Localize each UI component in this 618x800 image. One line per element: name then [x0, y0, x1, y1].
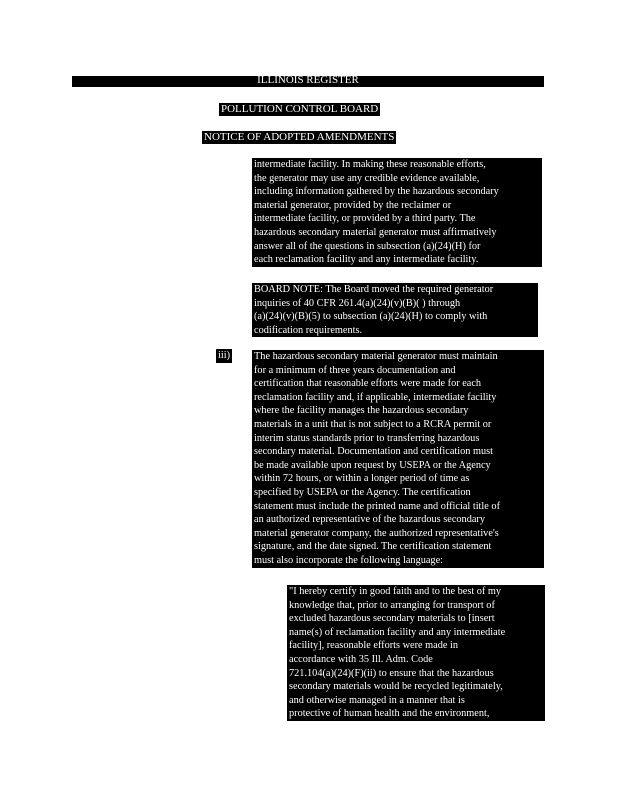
text-line: signature, and the date signed. The certification statement [252, 540, 544, 554]
text-line: BOARD NOTE: The Board moved the required generator [252, 283, 538, 297]
text-line: interim status standards prior to transferring hazardous [252, 432, 544, 446]
text-line: be made available upon request by USEPA or the Agency [252, 459, 544, 473]
board-title: POLLUTION CONTROL BOARD [221, 103, 379, 115]
text-line: secondary materials would be recycled legitimately, [287, 680, 545, 694]
text-line: "I hereby certify in good faith and to the best of my [287, 585, 545, 599]
text-line: material generator, provided by the reclaimer or [252, 199, 542, 213]
text-line: knowledge that, prior to arranging for transport of [287, 599, 545, 613]
text-line: an authorized representative of the hazardous secondary [252, 513, 544, 527]
text-line: materials in a unit that is not subject to a RCRA permit or [252, 418, 544, 432]
text-line: excluded hazardous secondary materials to [insert [287, 612, 545, 626]
text-line: the generator may use any credible evidence available, [252, 172, 542, 186]
paragraph-reasonable-efforts [252, 158, 542, 267]
text-line: including information gathered by the hazardous secondary [252, 185, 542, 199]
text-line: name(s) of reclamation facility and any intermediate [287, 626, 545, 640]
notice-title: NOTICE OF ADOPTED AMENDMENTS [204, 131, 395, 143]
text-line: codification requirements. [252, 324, 538, 338]
text-line: 721.104(a)(24)(F)(ii) to ensure that the hazardous [287, 667, 545, 681]
text-line: where the facility manages the hazardous secondary [252, 404, 544, 418]
text-line: facility], reasonable efforts were made in [287, 639, 545, 653]
certification-quote [287, 585, 545, 721]
subsection-marker: iii) [218, 350, 231, 361]
text-line: each reclamation facility and any intermediate facility. [252, 253, 542, 267]
text-line: intermediate facility, or provided by a third party. The [252, 212, 542, 226]
text-line: must also incorporate the following language: [252, 554, 544, 568]
text-line: within 72 hours, or within a longer period of time as [252, 472, 544, 486]
text-line: specified by USEPA or the Agency. The certification [252, 486, 544, 500]
text-line: protective of human health and the environment, [287, 707, 545, 721]
text-line: (a)(24)(v)(B)(5) to subsection (a)(24)(H) to comply with [252, 310, 538, 324]
text-line: for a minimum of three years documentation and [252, 364, 544, 378]
board-note [252, 283, 538, 337]
text-line: material generator company, the authorized representative's [252, 527, 544, 541]
text-line: secondary material. Documentation and certification must [252, 445, 544, 459]
paragraph-documentation [252, 350, 544, 568]
text-line: The hazardous secondary material generator must maintain [252, 350, 544, 364]
text-line: intermediate facility. In making these reasonable efforts, [252, 158, 542, 172]
text-line: hazardous secondary material generator must affirmatively [252, 226, 542, 240]
register-title: ILLINOIS REGISTER [257, 74, 359, 86]
text-line: inquiries of 40 CFR 261.4(a)(24)(v)(B)( ) through [252, 297, 538, 311]
text-line: statement must include the printed name and official title of [252, 500, 544, 514]
text-line: and otherwise managed in a manner that is [287, 694, 545, 708]
text-line: reclamation facility and, if applicable, intermediate facility [252, 391, 544, 405]
text-line: certification that reasonable efforts were made for each [252, 377, 544, 391]
text-line: answer all of the questions in subsection (a)(24)(H) for [252, 240, 542, 254]
text-line: accordance with 35 Ill. Adm. Code [287, 653, 545, 667]
